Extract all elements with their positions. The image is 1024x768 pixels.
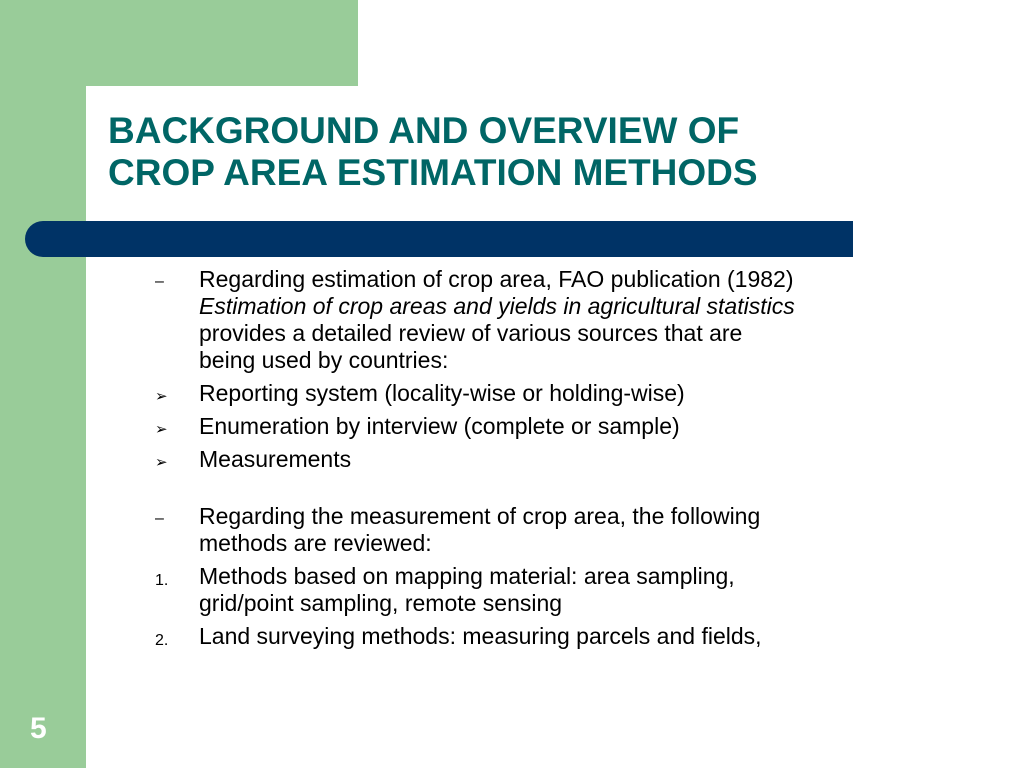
dash-bullet: – xyxy=(155,510,164,527)
dash-bullet: – xyxy=(155,273,164,290)
arrow-bullet-icon: ➢ xyxy=(155,454,168,471)
arrow-bullet-icon: ➢ xyxy=(155,421,168,438)
list-item-line: Regarding the measurement of crop area, the following xyxy=(199,503,761,529)
green-frame-left xyxy=(0,0,86,768)
slide-content xyxy=(155,266,955,656)
slide-number: 5 xyxy=(30,712,47,745)
list-item-line: being used by countries: xyxy=(199,347,449,373)
slide-title xyxy=(108,110,928,194)
slide-title-line-2: CROP AREA ESTIMATION METHODS xyxy=(108,152,758,193)
slide-title-line-1: BACKGROUND AND OVERVIEW OF xyxy=(108,110,740,151)
list-item-enumeration xyxy=(155,413,955,440)
list-item-measurement-methods xyxy=(155,503,955,557)
list-item-line: methods are reviewed: xyxy=(199,530,432,556)
list-item-measurements xyxy=(155,446,955,473)
number-bullet: 2. xyxy=(155,632,169,649)
list-item-line: grid/point sampling, remote sensing xyxy=(199,590,563,616)
list-item-fao-publication xyxy=(155,266,955,374)
list-item-mapping-methods xyxy=(155,563,955,617)
list-item-text: Reporting system (locality-wise or holding-wise) xyxy=(199,380,685,406)
list-item-line: Methods based on mapping material: area sampling, xyxy=(199,563,735,589)
list-item-reporting-system xyxy=(155,380,955,407)
list-item-line: provides a detailed review of various sources that are xyxy=(199,320,743,346)
list-item-line: Regarding estimation of crop area, FAO publication (1982) xyxy=(199,266,794,292)
arrow-bullet-icon: ➢ xyxy=(155,388,168,405)
title-divider-bar xyxy=(25,221,853,257)
number-bullet: 1. xyxy=(155,572,169,589)
list-item-text: Enumeration by interview (complete or sample) xyxy=(199,413,680,439)
publication-title: Estimation of crop areas and yields in agricultural statistics xyxy=(199,293,795,319)
list-item-text: Measurements xyxy=(199,446,352,472)
list-item-land-surveying xyxy=(155,623,955,650)
list-item-text: Land surveying methods: measuring parcels and fields, xyxy=(199,623,762,649)
